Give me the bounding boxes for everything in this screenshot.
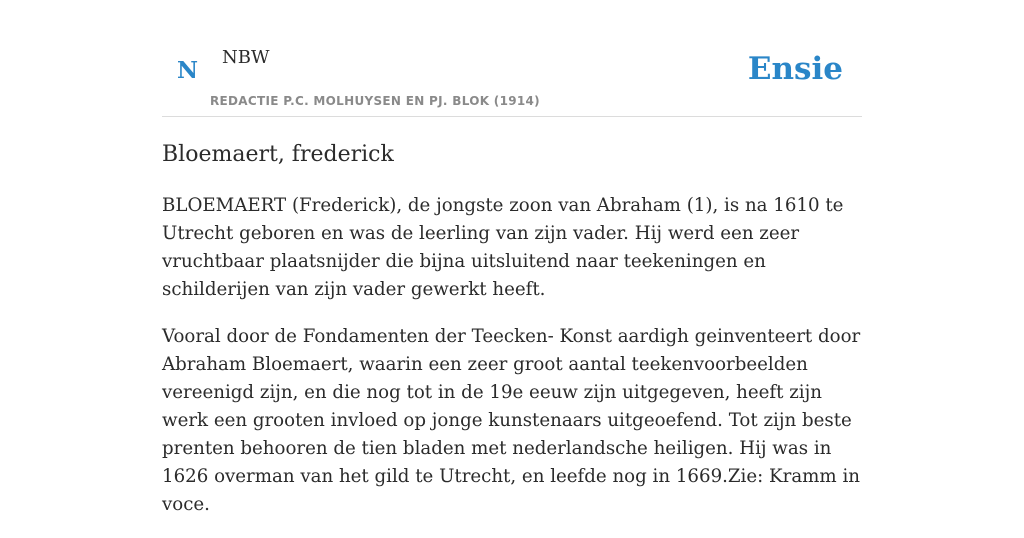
article-paragraph: BLOEMAERT (Frederick), de jongste zoon van Abraham (1), is na 1610 te Utrecht geboren en was de leerling van zijn vader. Hij werd een zeer vruchtbaar plaatsnijder die bijna uitsluitend naar teekeningen en schilderijen van zijn vader gewerkt heeft. [162,195,844,300]
article-page [162,0,862,515]
article-title: Bloemaert, frederick [162,142,394,167]
source-editors: REDACTIE P.C. MOLHUYSEN EN PJ. BLOK (1914) [210,94,540,108]
source-header [162,0,862,117]
article-body [162,192,862,538]
brand-logo-link[interactable]: Ensie [747,51,843,87]
source-name[interactable]: NBW [222,47,270,68]
article-paragraph: Vooral door de Fondamenten der Teecken- Konst aardigh geinventeert door Abraham Bloemaert, waarin een zeer groot aantal teekenvoorbeelden vereenigd zijn, en die nog tot in de 19e eeuw zijn uitgegeven, heeft zijn werk een grooten invloed op jonge kunstenaars uitgeoefend. Tot zijn beste prenten behooren de tien bladen met nederlandsche heiligen. Hij was in 1626 overman van het gild te Utrecht, en leefde nog in 1669.Zie: Kramm in voce. [162,326,861,515]
source-logo[interactable]: N [177,57,199,84]
